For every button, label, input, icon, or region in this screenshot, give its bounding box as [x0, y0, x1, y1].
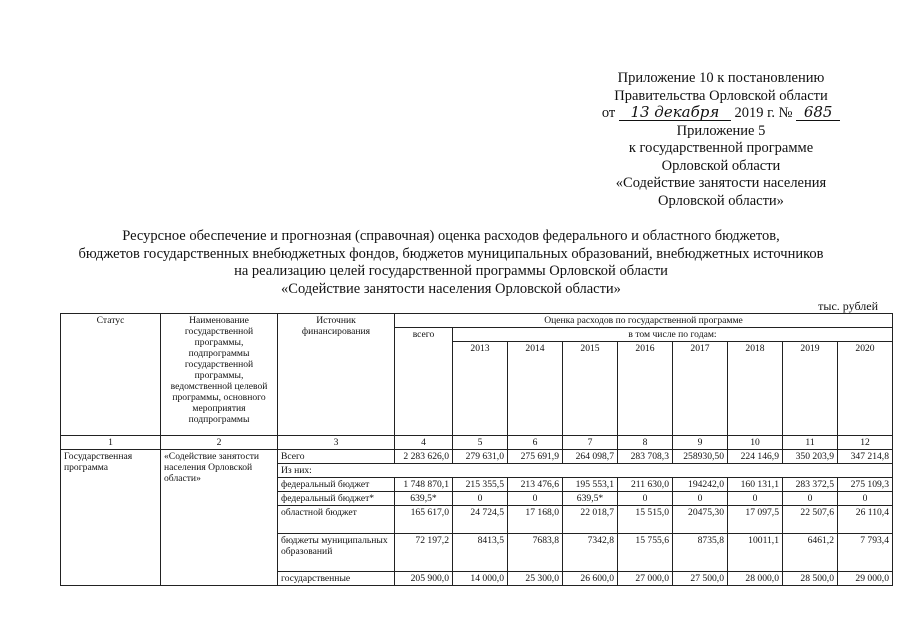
column-number: 11: [783, 436, 838, 450]
header-year: 2020: [838, 342, 893, 436]
table-row: [61, 450, 893, 464]
value-cell: 258930,50: [673, 450, 728, 464]
value-cell: 0: [728, 492, 783, 506]
column-number: 2: [161, 436, 278, 450]
header-year: 2018: [728, 342, 783, 436]
value-cell: 211 630,0: [618, 478, 673, 492]
header-year: 2015: [563, 342, 618, 436]
value-cell: 195 553,1: [563, 478, 618, 492]
resource-table: [60, 313, 893, 586]
value-cell: 1 748 870,1: [395, 478, 453, 492]
header-year: 2019: [783, 342, 838, 436]
value-cell: 7 793,4: [838, 534, 893, 572]
value-cell: 15 515,0: [618, 506, 673, 534]
title-line-2: бюджетов государственных внебюджетных фондов, бюджетов муниципальных образований, внебюджетных источников: [78, 245, 824, 262]
value-cell: 224 146,9: [728, 450, 783, 464]
value-cell: 0: [838, 492, 893, 506]
header-source: Источник финансирования: [278, 314, 395, 436]
source-cell: Из них:: [278, 464, 893, 478]
appendix-line-4: Приложение 5: [676, 122, 766, 139]
column-number: 8: [618, 436, 673, 450]
value-cell: 25 300,0: [508, 572, 563, 586]
value-cell: 8413,5: [453, 534, 508, 572]
value-cell: 72 197,2: [395, 534, 453, 572]
appendix-line-7: «Содействие занятости населения: [615, 175, 827, 191]
source-cell: федеральный бюджет: [278, 478, 395, 492]
handwritten-number: 685: [796, 105, 840, 121]
value-cell: 22 018,7: [563, 506, 618, 534]
value-cell: 24 724,5: [453, 506, 508, 534]
value-cell: 17 168,0: [508, 506, 563, 534]
value-cell: 8735,8: [673, 534, 728, 572]
value-cell: 7683,8: [508, 534, 563, 572]
appendix-line-8: Орловской области»: [658, 192, 784, 209]
appendix-line-5: к государственной программе: [628, 140, 814, 156]
title-line-1: Ресурсное обеспечение и прогнозная (справочная) оценка расходов федерального и областного бюджетов,: [122, 228, 780, 244]
column-number: 12: [838, 436, 893, 450]
value-cell: 639,5*: [563, 492, 618, 506]
value-cell: 10011,1: [728, 534, 783, 572]
year-text: 2019 г. №: [734, 105, 793, 121]
units-label: тыс. рублей: [818, 299, 878, 313]
program-name-cell: «Содействие занятости населения Орловской области»: [161, 450, 278, 586]
appendix-header: [560, 70, 882, 210]
value-cell: 264 098,7: [563, 450, 618, 464]
value-cell: 0: [783, 492, 838, 506]
source-cell: федеральный бюджет*: [278, 492, 395, 506]
value-cell: 22 507,6: [783, 506, 838, 534]
value-cell: 275 109,3: [838, 478, 893, 492]
header-estimate: Оценка расходов по государственной программе: [395, 314, 893, 328]
value-cell: 0: [508, 492, 563, 506]
header-by-years: в том числе по годам:: [453, 328, 893, 342]
from-prefix: от: [601, 105, 616, 121]
value-cell: 205 900,0: [395, 572, 453, 586]
value-cell: 28 000,0: [728, 572, 783, 586]
appendix-date-line: [560, 105, 882, 123]
column-number: 7: [563, 436, 618, 450]
header-total: всего: [395, 328, 453, 436]
column-number: 6: [508, 436, 563, 450]
status-cell: Государственная программа: [61, 450, 161, 586]
value-cell: 283 372,5: [783, 478, 838, 492]
source-cell: областной бюджет: [278, 506, 395, 534]
value-cell: 0: [453, 492, 508, 506]
value-cell: 28 500,0: [783, 572, 838, 586]
source-cell: бюджеты муниципальных образований: [278, 534, 395, 572]
header-status: Статус: [61, 314, 161, 436]
value-cell: 0: [673, 492, 728, 506]
value-cell: 27 000,0: [618, 572, 673, 586]
value-cell: 15 755,6: [618, 534, 673, 572]
value-cell: 29 000,0: [838, 572, 893, 586]
value-cell: 347 214,8: [838, 450, 893, 464]
appendix-line-1: Приложение 10 к постановлению: [617, 70, 825, 86]
value-cell: 160 131,1: [728, 478, 783, 492]
value-cell: 275 691,9: [508, 450, 563, 464]
value-cell: 7342,8: [563, 534, 618, 572]
value-cell: 26 600,0: [563, 572, 618, 586]
document-title: [30, 228, 872, 298]
handwritten-date: 13 декабря: [619, 105, 731, 121]
value-cell: 639,5*: [395, 492, 453, 506]
value-cell: 26 110,4: [838, 506, 893, 534]
source-cell: государственные: [278, 572, 395, 586]
header-year: 2014: [508, 342, 563, 436]
value-cell: 17 097,5: [728, 506, 783, 534]
value-cell: 279 631,0: [453, 450, 508, 464]
header-year: 2013: [453, 342, 508, 436]
source-cell: Всего: [278, 450, 395, 464]
title-line-3: на реализацию целей государственной программы Орловской области: [234, 263, 668, 279]
value-cell: 213 476,6: [508, 478, 563, 492]
column-number: 10: [728, 436, 783, 450]
appendix-line-2: Правительства Орловской области: [614, 87, 828, 104]
value-cell: 194242,0: [673, 478, 728, 492]
value-cell: 215 355,5: [453, 478, 508, 492]
value-cell: 165 617,0: [395, 506, 453, 534]
appendix-line-6: Орловской области: [661, 157, 781, 174]
column-number: 1: [61, 436, 161, 450]
title-line-4: «Содействие занятости населения Орловской области»: [281, 280, 621, 297]
value-cell: 283 708,3: [618, 450, 673, 464]
header-name: Наименование государственной программы, подпрограммы государственной программы, ведомственной целевой программы, основного мероприятия подпрограммы: [161, 314, 278, 436]
column-number: 3: [278, 436, 395, 450]
column-number: 4: [395, 436, 453, 450]
value-cell: 20475,30: [673, 506, 728, 534]
value-cell: 27 500,0: [673, 572, 728, 586]
value-cell: 0: [618, 492, 673, 506]
value-cell: 6461,2: [783, 534, 838, 572]
value-cell: 350 203,9: [783, 450, 838, 464]
column-number: 5: [453, 436, 508, 450]
column-number: 9: [673, 436, 728, 450]
column-number-row: [61, 436, 893, 450]
value-cell: 14 000,0: [453, 572, 508, 586]
value-cell: 2 283 626,0: [395, 450, 453, 464]
header-year: 2017: [673, 342, 728, 436]
header-year: 2016: [618, 342, 673, 436]
